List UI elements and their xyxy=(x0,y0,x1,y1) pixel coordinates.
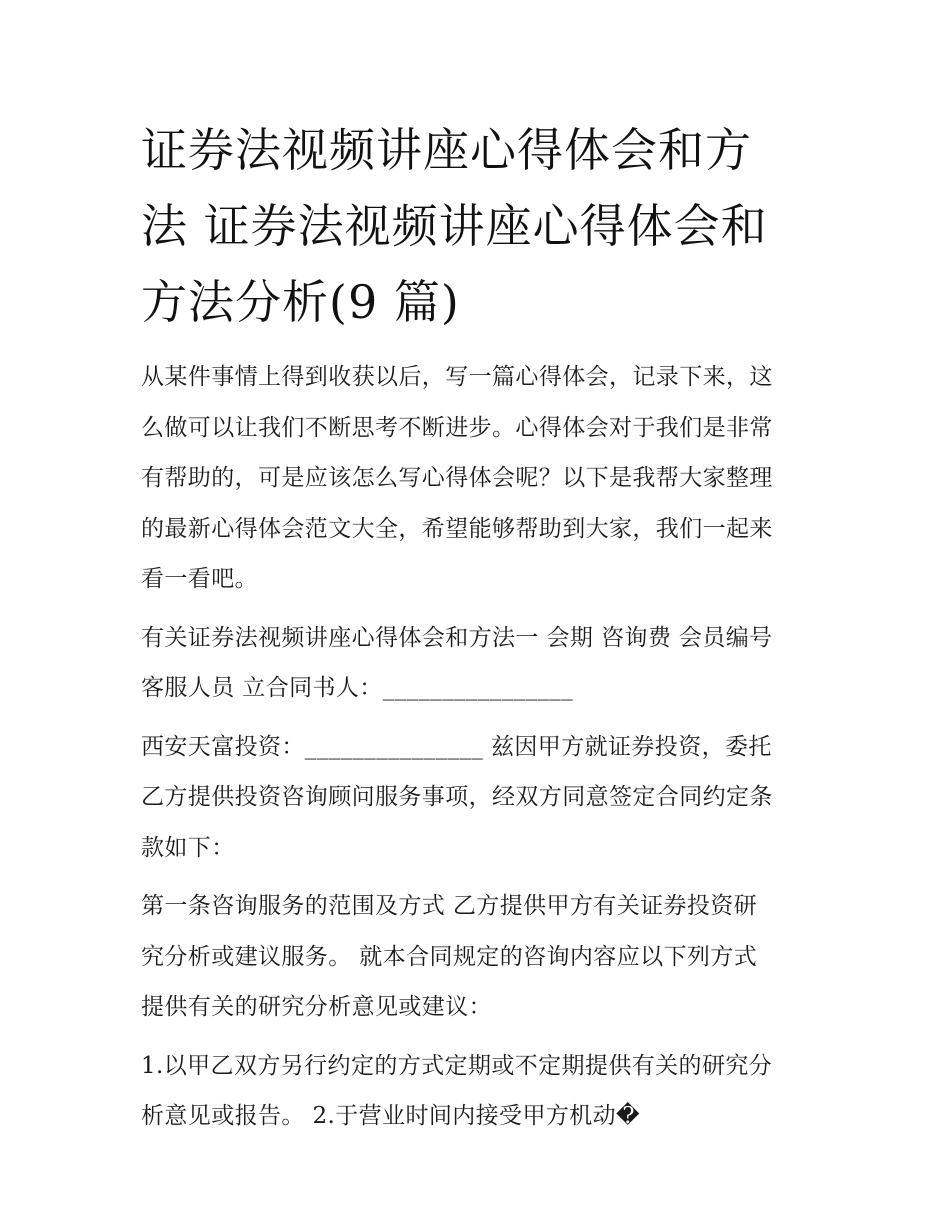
text-line: 有帮助的，可是应该怎么写心得体会呢？以下是我帮大家整理 xyxy=(141,465,773,491)
title-line: 法 证券法视频讲座心得体会和 xyxy=(141,199,768,253)
parties-paragraph xyxy=(141,722,813,874)
text-line: 么做可以让我们不断思考不断进步。心得体会对于我们是非常 xyxy=(141,414,773,441)
numbered-items-paragraph xyxy=(141,1041,813,1142)
document-page xyxy=(141,112,813,1142)
text-line: 的最新心得体会范文大全，希望能够帮助到大家，我们一起来 xyxy=(141,515,773,542)
contract-header-paragraph xyxy=(141,613,813,714)
text-line: 乙方提供投资咨询顾问服务事项，经双方同意签定合同约定条 xyxy=(141,784,773,810)
intro-paragraph xyxy=(141,352,813,605)
text-line: 从某件事情上得到收获以后，写一篇心得体会，记录下来，这 xyxy=(141,364,773,390)
text-line: 有关证券法视频讲座心得体会和方法一 会期 咨询费 会员编号 xyxy=(141,624,773,651)
article-one-paragraph xyxy=(141,881,813,1033)
text-line: 究分析或建议服务。 就本合同规定的咨询内容应以下列方式 xyxy=(141,943,758,970)
text-line: 款如下： xyxy=(141,834,235,861)
title-line: 方法分析(9 篇) xyxy=(141,275,460,329)
text-line: 析意见或报告。 2.于营业时间内接受甲方机动� xyxy=(141,1103,641,1129)
text-line: 客服人员 立合同书人：________________ xyxy=(141,675,574,701)
text-line: 提供有关的研究分析意见或建议： xyxy=(141,994,492,1020)
title-line: 证券法视频讲座心得体会和方 xyxy=(141,123,752,177)
text-line: 看一看吧。 xyxy=(141,566,258,592)
text-line: 西安天富投资：_______________ 兹因甲方就证券投资，委托 xyxy=(141,733,772,760)
text-line: 第一条咨询服务的范围及方式 乙方提供甲方有关证券投资研 xyxy=(141,893,758,919)
document-title xyxy=(141,112,813,340)
text-line: 1.以甲乙双方另行约定的方式定期或不定期提供有关的研究分 xyxy=(141,1052,773,1079)
